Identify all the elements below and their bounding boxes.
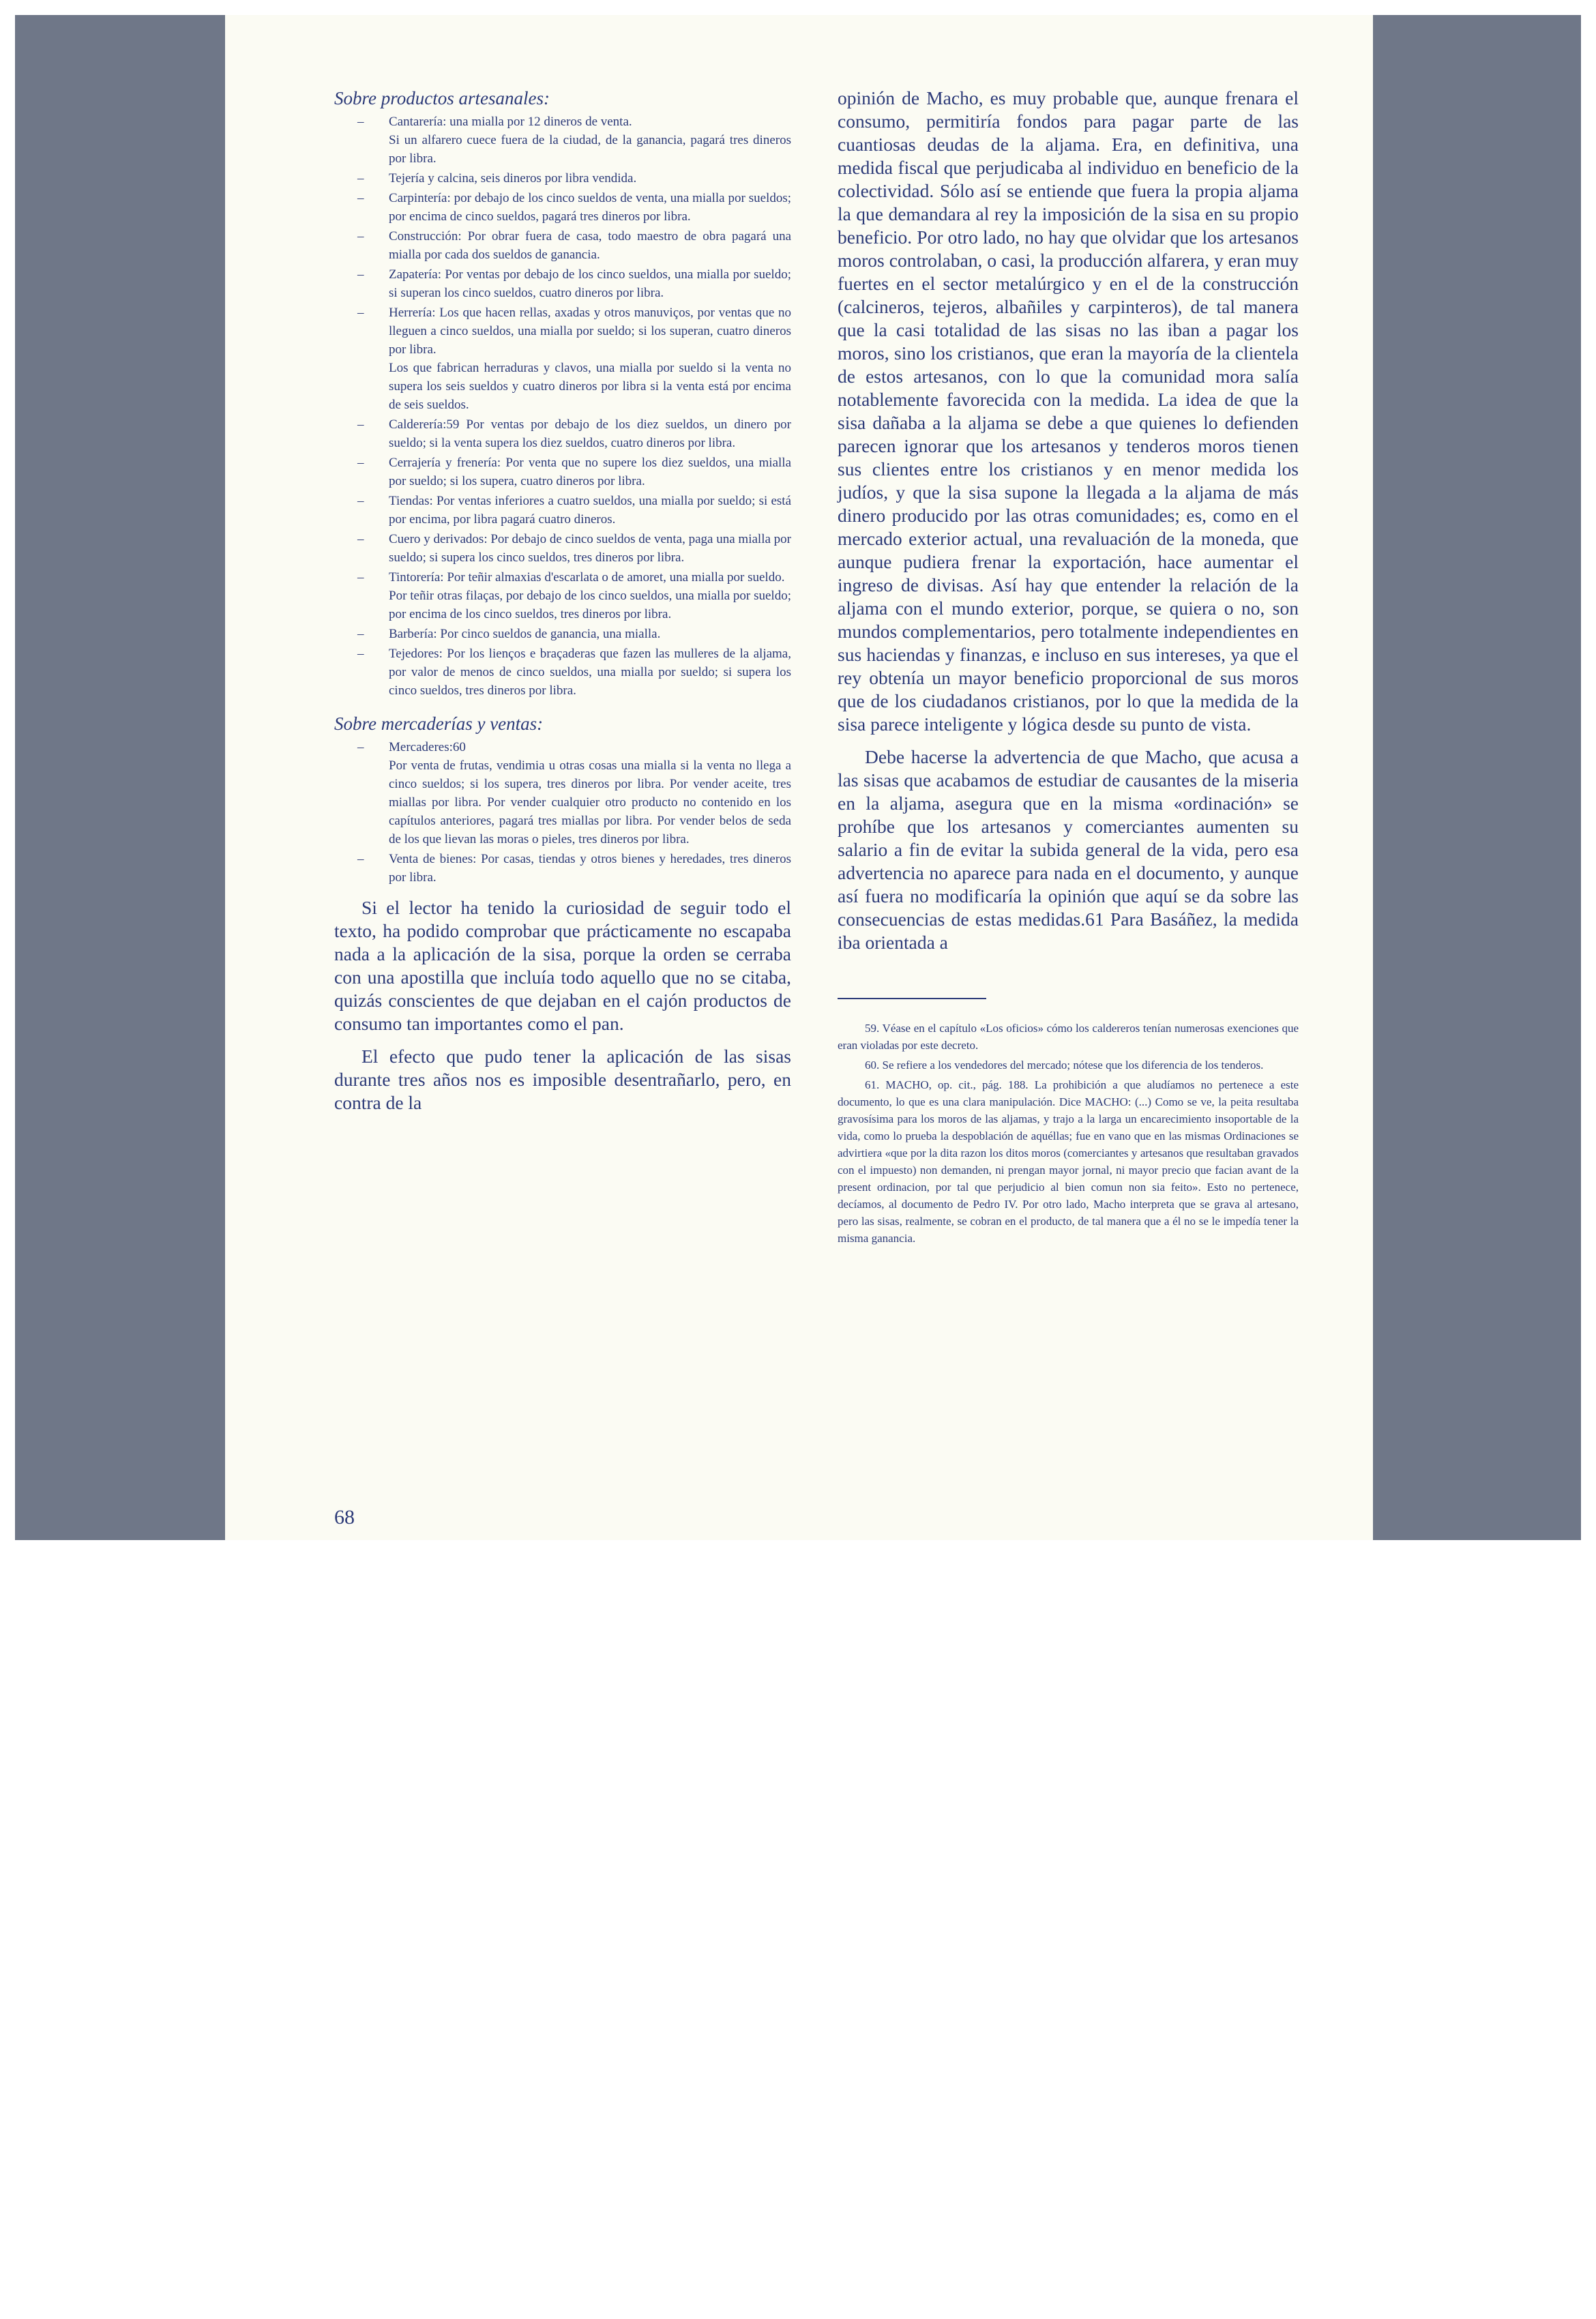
left-column [334, 87, 791, 1114]
page-number: 68 [334, 1506, 355, 1528]
book-page [225, 15, 1373, 1540]
body-paragraph: Debe hacerse la advertencia de que Macho, que acusa a las sisas que acabamos de estudiar de causantes de la miseria en la aljama, asegura que en la misma «ordinación» se prohíbe que los artesanos y comerciantes aumenten su salario a fin de evitar la subida general de la vida, pero esa advertencia no aparece para nada en el documento, y aunque así fuera no modificaría la opinión que aquí se da sobre las consecuencias de estas medidas.61 Para Basáñez, la medida iba orientada a [838, 746, 1299, 953]
list-item-text: Construcción: Por obrar fuera de casa, todo maestro de obra pagará una mialla por cada dos sueldos de ganancia. [389, 229, 791, 262]
list-item [334, 568, 791, 623]
list-item [334, 738, 791, 848]
list-item-continuation: Por venta de frutas, vendimia u otras cosas una mialla si la venta no llega a cinco sueldos; si los supera, tres dineros por libra. Por vender aceite, tres miallas por libra. Por vender cualquier otro producto no contenido en los capítulos anteriores, pagará tres miallas por libra. Por vender belos de seda de los que lievan las moras o pieles, tres dineros por libra. [389, 758, 791, 846]
list-item-text: Zapatería: Por ventas por debajo de los cinco sueldos, una mialla por sueldo; si superan los cinco sueldos, cuatro dineros por libra. [389, 267, 791, 300]
list-item-text: Calderería:59 Por ventas por debajo de los diez sueldos, un dinero por sueldo; si la venta supera los diez sueldos, cuatro dineros por libra. [389, 417, 791, 450]
list-item [334, 645, 791, 700]
list-item [334, 492, 791, 529]
list-item-text: Tejedores: Por los lienços e braçaderas que fazen las mulleres de la aljama, por valor de menos de cinco sueldos, una mialla por sueldo; si supera los cinco sueldos, tres dineros por libra. [389, 647, 791, 698]
list-item-text: Cerrajería y frenería: Por venta que no supere los diez sueldos, una mialla por sueldo; si los supera, cuatro dineros por libra. [389, 456, 791, 488]
list-item [334, 415, 791, 452]
list-item-continuation: Si un alfarero cuece fuera de la ciudad, de la ganancia, pagará tres dineros por libra. [389, 133, 791, 166]
body-paragraph: Si el lector ha tenido la curiosidad de seguir todo el texto, ha podido comprobar que prácticamente no escapaba nada a la aplicación de la sisa, porque la orden se cerraba con una apostilla que incluía todo aquello que no se citaba, quizás conscientes de que dejaban en el cajón productos de consumo tan importantes como el pan. [334, 897, 791, 1034]
list-item-continuation: Los que fabrican herraduras y clavos, una mialla por sueldo si la venta no supera los seis sueldos y cuatro dineros por libra si la venta está por encima de seis sueldos. [389, 361, 791, 412]
body-paragraph: El efecto que pudo tener la aplicación de las sisas durante tres años nos es imposible desentrañarlo, pero, en contra de la [334, 1046, 791, 1113]
list-item-text: Tiendas: Por ventas inferiores a cuatro sueldos, una mialla por sueldo; si está por encima, por libra pagará cuatro dineros. [389, 494, 791, 527]
right-column [838, 87, 1299, 1250]
list-item [334, 304, 791, 414]
list-item [334, 227, 791, 264]
list-item-text: Tejería y calcina, seis dineros por libra vendida. [389, 171, 637, 186]
list-item [334, 169, 791, 188]
list-item [334, 530, 791, 567]
section-heading-products: Sobre productos artesanales: [334, 88, 550, 108]
list-item [334, 265, 791, 302]
list-item [334, 850, 791, 887]
footnote: 61. MACHO, op. cit., pág. 188. La prohibición a que aludíamos no pertenece a este documento, lo que es una clara manipulación. Dice MACHO: (...) Como se ve, la peita resultaba gravosísima para los moros de las aljamas, y trajo a la larga un encarecimiento insoportable de la vida, como lo prueba la despoblación de aquéllas; fue en vano que en las mismas Ordinaciones se advirtiera «que por la dita razon los ditos moros (comerciantes y artesanos que resultaban gravados con el impuesto) non demanden, ni prengan mayor jornal, ni mayor precio que facian avant de la present ordinacion, por tal que perjudicio al bien comun non sia feito». Esto no pertenece, decíamos, al documento de Pedro IV. Por otro lado, Macho interpreta que se grava al artesano, pero las sisas, realmente, se cobran en el producto, de tal manera que a él no se le impedía tener la misma ganancia. [838, 1078, 1299, 1245]
list-item [334, 454, 791, 490]
scan-background [15, 15, 1581, 1540]
list-item-text: Carpintería: por debajo de los cinco sueldos de venta, una mialla por sueldos; por encima de cinco sueldos, pagará tres dineros por libra. [389, 191, 791, 224]
list-item-text: Cantarería: una mialla por 12 dineros de venta. [389, 115, 632, 129]
list-item-text: Venta de bienes: Por casas, tiendas y otros bienes y heredades, tres dineros por libra. [389, 852, 791, 885]
footnote: 59. Véase en el capítulo «Los oficios» cómo los caldereros tenían numerosas exenciones que eran violadas por este decreto. [838, 1022, 1299, 1052]
list-item-continuation: Por teñir otras filaças, por debajo de los cinco sueldos, una mialla por sueldo; por encima de los cinco sueldos, tres dineros por libra. [389, 589, 791, 621]
section-heading-merchandise: Sobre mercaderías y ventas: [334, 713, 544, 734]
merchandise-list [334, 738, 791, 887]
list-item-text: Mercaderes:60 [389, 740, 466, 754]
body-paragraph: opinión de Macho, es muy probable que, aunque frenara el consumo, permitiría fondos para pagar parte de las cuantiosas deudas de la aljama. Era, en definitiva, una medida fiscal que perjudicaba al individuo en beneficio de la colectividad. Sólo así se entiende que fuera la propia aljama la que demandara al rey la imposición de la sisa en su propio beneficio. Por otro lado, no hay que olvidar que los artesanos moros controlaban, o casi, la producción alfarera, y eran muy fuertes en el sector metalúrgico y en el de la construcción (calcineros, tejeros, albañiles y carpinteros), de tal manera que la casi totalidad de las sisas no las iban a pagar los moros, sino los cristianos, que eran la mayoría de la clientela de estos artesanos, con lo que la comunidad mora salía notablemente favorecida con la medida. La idea de que la sisa dañaba a la aljama se debe a que quienes lo defienden parecen ignorar que los artesanos y tenderos moros tienen sus clientes entre los cristianos y en menor medida los judíos, y que la sisa supone la llegada a la aljama de más dinero producido por las otras comunidades; es, como en el mercado exterior actual, una revaluación de la moneda, que aunque pudiera frenar la exportación, hace aumentar el ingreso de divisas. Así hay que entender la relación de la aljama con el mundo exterior, porque, se quiera o no, son mundos complementarios, pero totalmente independientes en sus haciendas y finanzas, e incluso en sus intereses, ya que el rey obtenía un mayor beneficio proporcional de sus moros que de los ciudadanos cristianos, por lo que la medida de la sisa parece inteligente y lógica desde su punto de vista. [838, 87, 1299, 735]
list-item [334, 113, 791, 168]
list-item-text: Herrería: Los que hacen rellas, axadas y otros manuviços, por ventas que no lleguen a cinco sueldos, una mialla por sueldo; si los superan, cuatro dineros por libra. [389, 306, 791, 357]
list-item [334, 625, 791, 643]
footnote: 60. Se refiere a los vendedores del mercado; nótese que los diferencia de los tenderos. [865, 1059, 1264, 1072]
list-item-text: Cuero y derivados: Por debajo de cinco sueldos de venta, paga una mialla por sueldo; si supera los cinco sueldos, tres dineros por libra. [389, 532, 791, 565]
products-list [334, 113, 791, 700]
footnote-divider [838, 998, 986, 999]
list-item-text: Barbería: Por cinco sueldos de ganancia, una mialla. [389, 627, 661, 641]
list-item-text: Tintorería: Por teñir almaxias d'escarlata o de amoret, una mialla por sueldo. [389, 570, 785, 585]
list-item [334, 189, 791, 226]
